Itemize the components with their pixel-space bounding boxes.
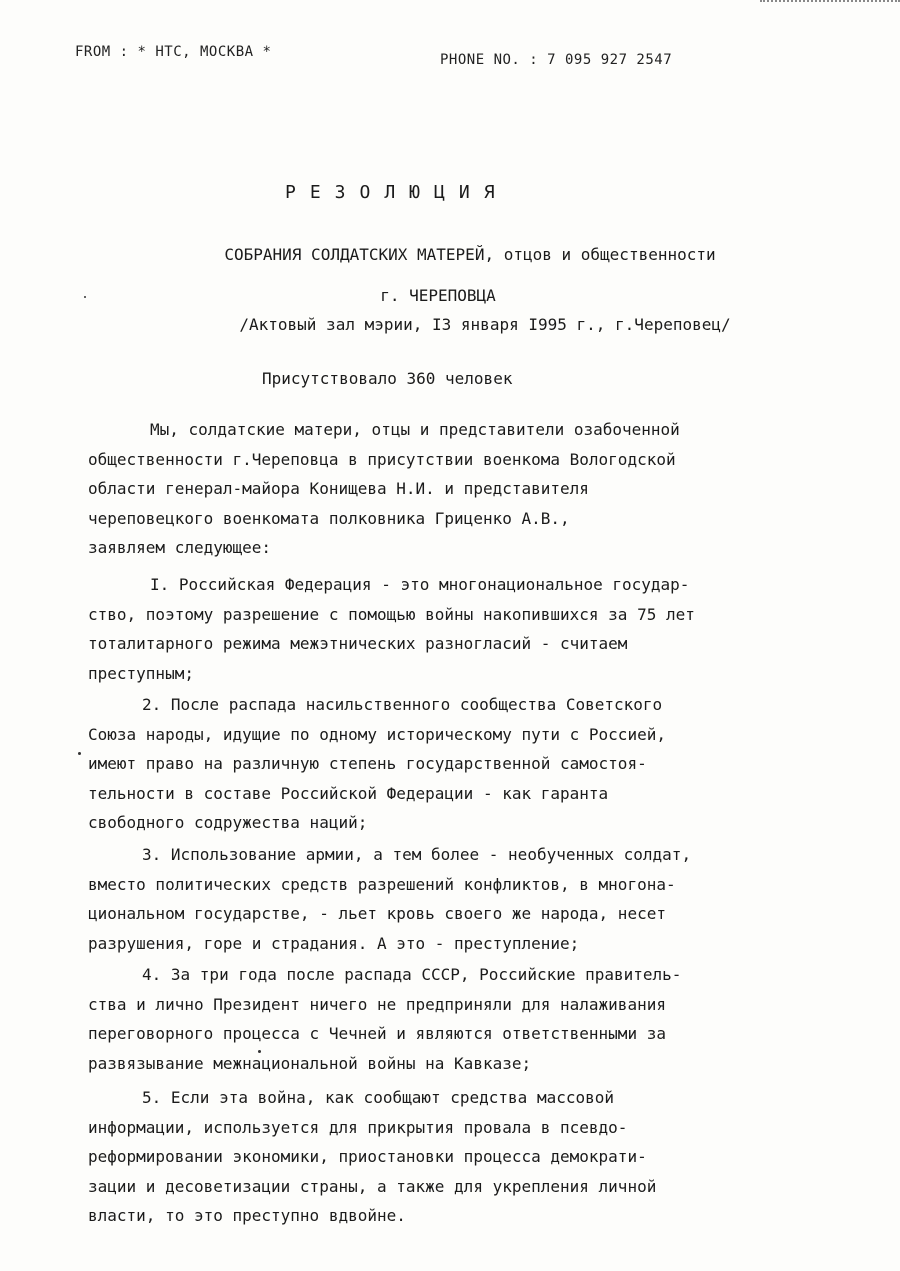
item-line: преступным; (88, 663, 194, 683)
fax-phone: PHONE NO. : 7 095 927 2547 (440, 52, 673, 68)
item-line: зации и десоветизации страны, а также для укрепления личной (88, 1176, 657, 1196)
item-line: вместо политических средств разрешений конфликтов, в многона- (88, 874, 676, 894)
item-line: разрушения, горе и страдания. А это - преступление; (88, 933, 580, 953)
fax-edge-mark (760, 0, 900, 8)
item-line: переговорного процесса с Чечней и являются ответственными за (88, 1024, 666, 1044)
resolution-item-1 (88, 570, 848, 688)
scan-speck (84, 296, 86, 298)
item-line: информации, используется для прикрытия провала в псевдо- (88, 1117, 628, 1137)
resolution-item-2 (88, 690, 848, 838)
item-line: развязывание межнациональной войны на Кавказе; (88, 1053, 532, 1073)
intro-line: Мы, солдатские матери, отцы и представители озабоченной (150, 420, 680, 439)
item-line: имеют право на различную степень государственной самостоя- (88, 754, 647, 774)
item-line: тельности в составе Российской Федерации - как гаранта (88, 783, 609, 803)
intro-line: череповецкого военкомата полковника Гриценко А.В., (88, 508, 570, 528)
subtitle-line-1: СОБРАНИЯ СОЛДАТСКИХ МАТЕРЕЙ, отцов и общественности (224, 245, 716, 264)
scan-speck (78, 752, 81, 755)
item-line: ство, поэтому разрешение с помощью войны накопившихся за 75 лет (88, 604, 695, 624)
item-line: ства и лично Президент ничего не предприняли для налаживания (88, 994, 666, 1014)
item-line: свободного содружества наций; (88, 813, 368, 833)
item-line: реформировании экономики, приостановки процесса демократи- (88, 1147, 647, 1167)
intro-line: общественности г.Череповца в присутствии военкома Вологодской (88, 449, 676, 469)
item-line: Союза народы, идущие по одному историческому пути с Россией, (88, 724, 666, 744)
resolution-item-3 (88, 840, 848, 958)
item-line: 4. За три года после распада СССР, Российские правитель- (142, 965, 682, 984)
item-line: циональном государстве, - льет кровь своего же народа, несет (88, 904, 666, 924)
item-line: 2. После распада насильственного сообщества Советского (142, 695, 663, 714)
scan-speck (258, 1050, 261, 1053)
intro-line: заявляем следующее: (88, 538, 272, 558)
item-line: тоталитарного режима межэтнических разногласий - считаем (88, 634, 628, 654)
item-line: I. Российская Федерация - это многонациональное государ- (150, 575, 690, 594)
subtitle-line-3: /Актовый зал мэрии, I3 января I995 г., г.Череповец/ (239, 315, 731, 334)
item-line: 5. Если эта война, как сообщают средства массовой (142, 1088, 615, 1107)
document-title: РЕЗОЛЮЦИЯ (285, 182, 509, 203)
resolution-item-5 (88, 1083, 848, 1231)
intro-paragraph (88, 415, 848, 563)
fax-from: FROM : * НТС, МОСКВА * (75, 44, 272, 60)
item-line: власти, то это преступно вдвойне. (88, 1206, 406, 1226)
resolution-item-4 (88, 960, 848, 1078)
item-line: 3. Использование армии, а тем более - необученных солдат, (142, 845, 692, 864)
attendance-count: Присутствовало 360 человек (262, 369, 513, 388)
intro-line: области генерал-майора Конищева Н.И. и представителя (88, 479, 589, 499)
subtitle-line-2: г. ЧЕРЕПОВЦА (380, 286, 496, 305)
